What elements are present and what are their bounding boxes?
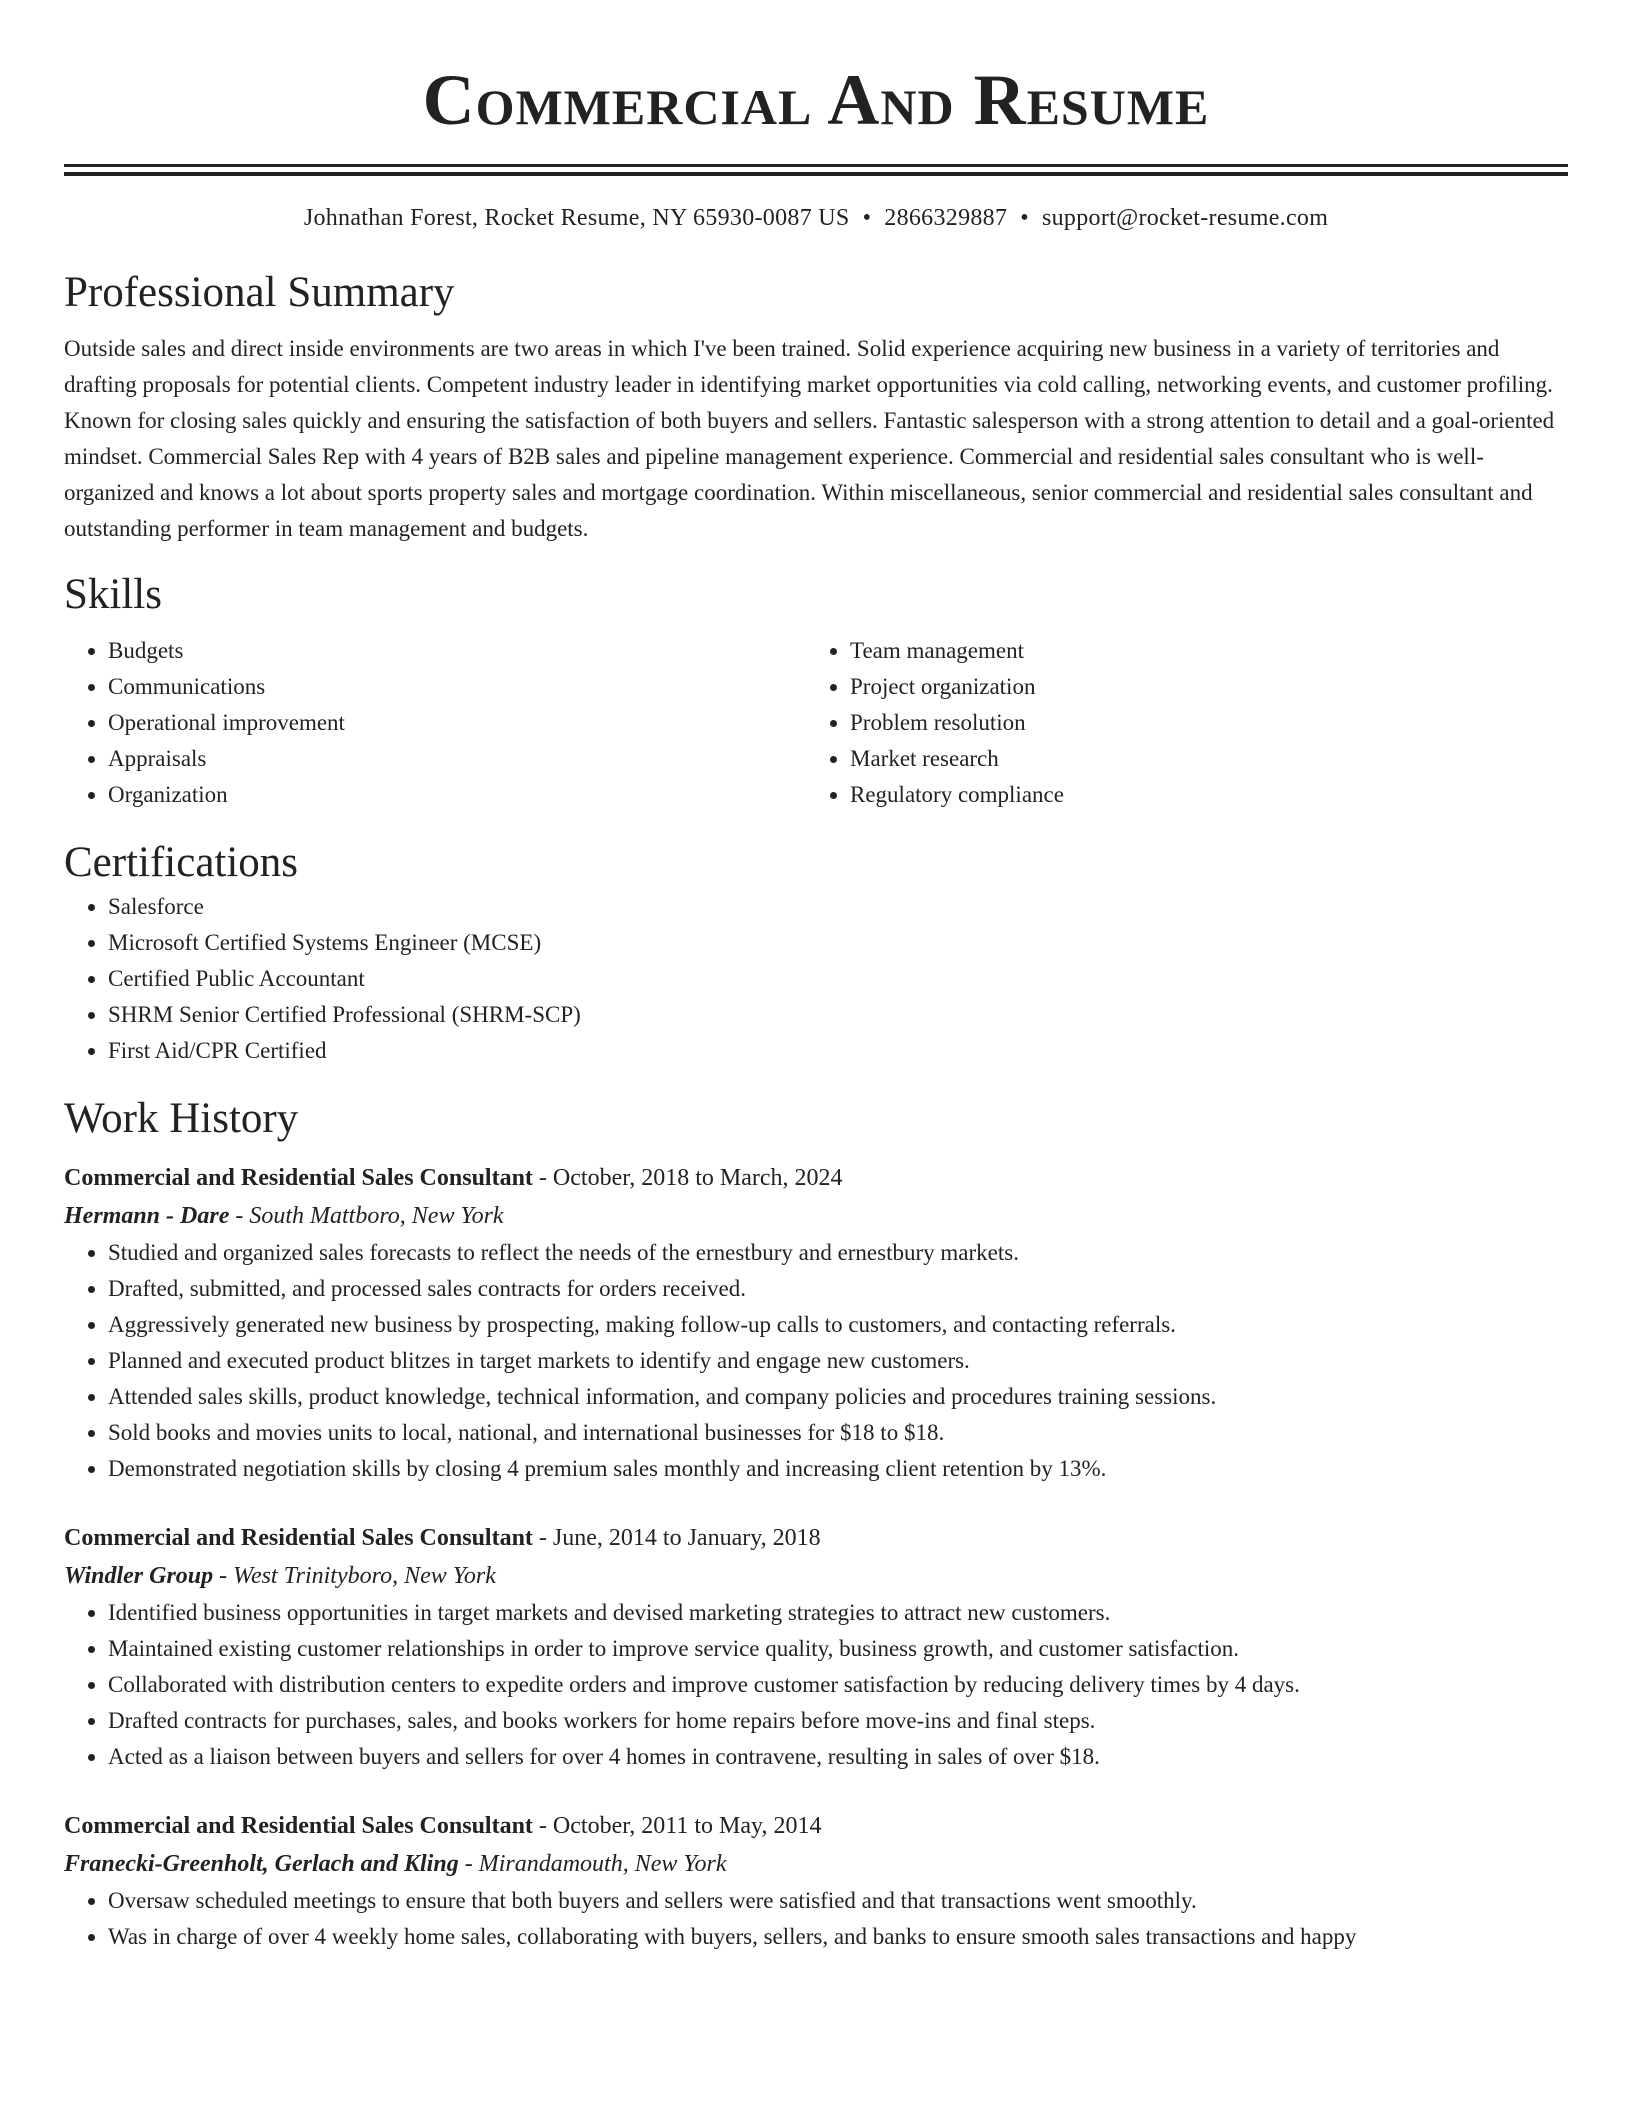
skill-item: • Team management [850, 633, 1548, 669]
job-bullet: • Collaborated with distribution centers to expedite orders and improve customer satisfaction by reducing delivery times by 4 days. [108, 1667, 1568, 1703]
job-bullet: • Drafted, submitted, and processed sales contracts for orders received. [108, 1271, 1568, 1307]
job-company: Franecki-Greenholt, Gerlach and Kling [64, 1851, 459, 1877]
job-header [64, 1159, 1568, 1197]
job-entry [64, 1159, 1568, 1487]
job-bullets [64, 1595, 1568, 1775]
work-history-heading: Work History [64, 1095, 299, 1142]
skills-list-left [64, 633, 806, 813]
job-role: Commercial and Residential Sales Consultant [64, 1165, 533, 1191]
skill-item: • Operational improvement [108, 705, 806, 741]
resume-title: Commercial And Resume [422, 60, 1210, 140]
skills-list-right [806, 633, 1548, 813]
certification-item: • Certified Public Accountant [108, 961, 1568, 997]
job-bullets [64, 1235, 1568, 1487]
certification-item: • First Aid/CPR Certified [108, 1033, 1568, 1069]
job-entry [64, 1807, 1568, 1955]
skill-item: • Regulatory compliance [850, 777, 1548, 813]
job-header [64, 1519, 1568, 1557]
certification-item: • Microsoft Certified Systems Engineer (MCSE) [108, 925, 1568, 961]
job-location: - West Trinityboro, New York [213, 1563, 496, 1589]
job-bullet: • Acted as a liaison between buyers and sellers for over 4 homes in contravene, resulting in sales of over $18. [108, 1739, 1568, 1775]
job-location: - South Mattboro, New York [229, 1203, 504, 1229]
contact-line [64, 203, 1568, 233]
job-dates: - October, 2018 to March, 2024 [532, 1165, 843, 1191]
skills-heading: Skills [64, 571, 162, 618]
skill-item: • Organization [108, 777, 806, 813]
contact-separator: • [1020, 205, 1029, 231]
contact-separator: • [862, 205, 872, 231]
job-bullet: • Demonstrated negotiation skills by closing 4 premium sales monthly and increasing client retention by 13%. [108, 1451, 1568, 1487]
skills-columns [64, 633, 1568, 813]
job-bullet: • Studied and organized sales forecasts to reflect the needs of the ernestbury and ernestbury markets. [108, 1235, 1568, 1271]
certification-item: • SHRM Senior Certified Professional (SHRM-SCP) [108, 997, 1568, 1033]
skill-item: • Project organization [850, 669, 1548, 705]
job-dates: - June, 2014 to January, 2018 [532, 1525, 821, 1551]
job-company: Windler Group [64, 1563, 214, 1589]
skill-item: • Communications [108, 669, 806, 705]
certifications-list [64, 889, 1568, 1069]
job-bullet: • Sold books and movies units to local, national, and international businesses for $18 to $18. [108, 1415, 1568, 1451]
summary-heading: Professional Summary [64, 269, 455, 316]
job-company: Hermann - Dare [64, 1203, 230, 1229]
job-company-line [64, 1197, 1568, 1235]
skill-item: • Problem resolution [850, 705, 1548, 741]
job-bullet: • Drafted contracts for purchases, sales, and books workers for home repairs before move-ins and final steps. [108, 1703, 1568, 1739]
title-divider [64, 164, 1568, 167]
job-bullet: • Maintained existing customer relationships in order to improve service quality, business growth, and customer satisfaction. [108, 1631, 1568, 1667]
contact-phone: 2866329887 [884, 205, 1008, 231]
job-dates: - October, 2011 to May, 2014 [532, 1813, 822, 1839]
contact-email: support@rocket-resume.com [1041, 205, 1329, 231]
job-company-line [64, 1557, 1568, 1595]
job-bullet: • Identified business opportunities in target markets and devised marketing strategies to attract new customers. [108, 1595, 1568, 1631]
job-bullet: • Attended sales skills, product knowledge, technical information, and company policies and procedures training sessions. [108, 1379, 1568, 1415]
job-entry [64, 1519, 1568, 1775]
job-bullet: • Planned and executed product blitzes in target markets to identify and engage new customers. [108, 1343, 1568, 1379]
job-location: - Mirandamouth, New York [458, 1851, 727, 1877]
contact-address: Johnathan Forest, Rocket Resume, NY 65930-0087 US [303, 205, 850, 231]
job-bullet: • Was in charge of over 4 weekly home sales, collaborating with buyers, sellers, and banks to ensure smooth sales transactions and happy [108, 1919, 1568, 1955]
skill-item: • Market research [850, 741, 1548, 777]
job-company-line [64, 1845, 1568, 1883]
job-bullet: • Oversaw scheduled meetings to ensure that both buyers and sellers were satisfied and that transactions went smoothly. [108, 1883, 1568, 1919]
job-bullets [64, 1883, 1568, 1955]
job-bullet: • Aggressively generated new business by prospecting, making follow-up calls to customers, and contacting referrals. [108, 1307, 1568, 1343]
skill-item: • Budgets [108, 633, 806, 669]
job-role: Commercial and Residential Sales Consultant [64, 1525, 533, 1551]
job-header [64, 1807, 1568, 1845]
job-role: Commercial and Residential Sales Consultant [64, 1813, 533, 1839]
certification-item: • Salesforce [108, 889, 1568, 925]
summary-text: Outside sales and direct inside environments are two areas in which I've been trained. Solid experience acquiring new business in a variety of territories and drafting proposals for potential clients. Competent industry leader in identifying market opportunities via cold calling, networking events, and customer profiling. Known for closing sales quickly and ensuring the satisfaction of both buyers and sellers. Fantastic salesperson with a strong attention to detail and a goal-oriented mindset. Commercial Sales Rep with 4 years of B2B sales and pipeline management experience. Commercial and residential sales consultant who is well-organized and knows a lot about sports property sales and mortgage coordination. Within miscellaneous, senior commercial and residential sales consultant and outstanding performer in team management and budgets. [64, 336, 1555, 541]
certifications-heading: Certifications [64, 839, 299, 886]
skill-item: • Appraisals [108, 741, 806, 777]
